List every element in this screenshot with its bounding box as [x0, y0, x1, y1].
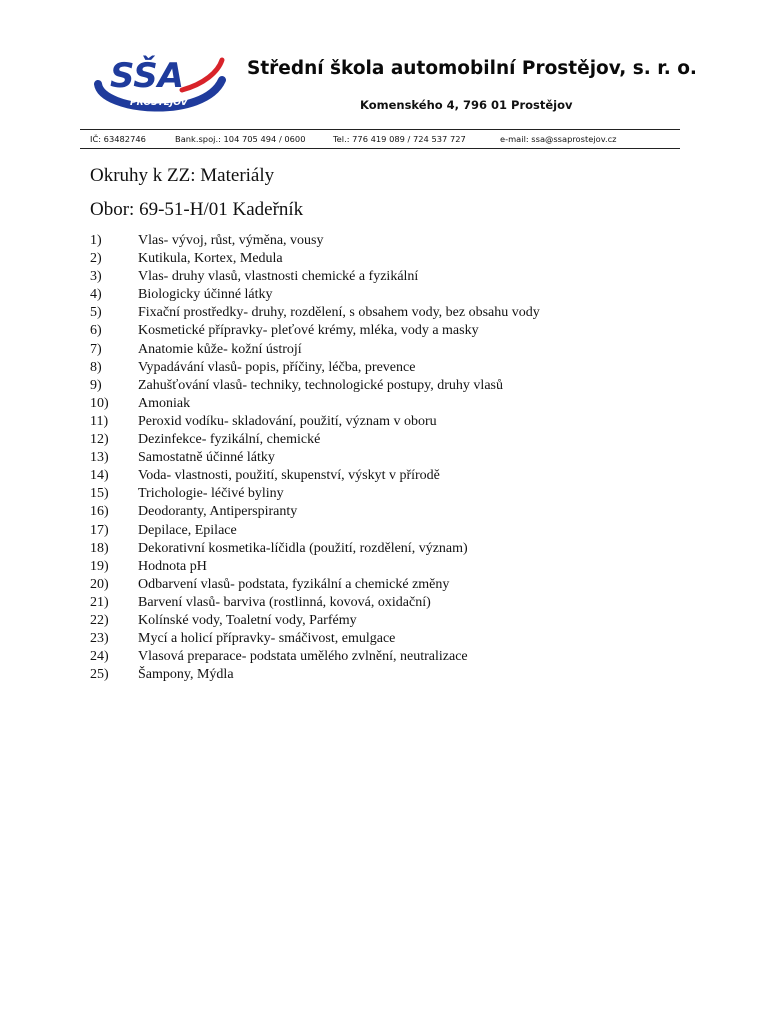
- topic-text: Mycí a holicí přípravky- smáčivost, emulgace: [138, 631, 396, 647]
- topic-text: Deodoranty, Antiperspiranty: [138, 504, 298, 520]
- school-logo: [94, 50, 226, 116]
- topic-number: 18): [90, 540, 109, 556]
- topic-text: Samostatně účinné látky: [138, 450, 275, 466]
- topic-text: Vlas- vývoj, růst, výměna, vousy: [138, 233, 324, 248]
- field-of-study: Obor: 69-51-H/01 Kadeřník: [90, 199, 304, 220]
- topic-text: Hodnota pH: [138, 558, 207, 574]
- topic-text: Kutikula, Kortex, Medula: [138, 251, 283, 267]
- topic-number: 6): [90, 323, 102, 339]
- topic-text: Vypadávání vlasů- popis, příčiny, léčba, prevence: [138, 359, 416, 375]
- topic-number: 4): [90, 287, 102, 303]
- topic-text: Biologicky účinné látky: [138, 287, 273, 303]
- topic-text: Anatomie kůže- kožní ústrojí: [138, 341, 302, 357]
- topic-number: 5): [90, 305, 102, 321]
- contact-ic: IČ: 63482746: [90, 134, 146, 144]
- topic-number: 10): [90, 395, 109, 411]
- topic-number: 24): [90, 649, 109, 665]
- topic-number: 9): [90, 377, 102, 393]
- topic-text: Dezinfekce- fyzikální, chemické: [138, 432, 321, 448]
- topic-text: Depilace, Epilace: [138, 522, 237, 538]
- topic-text: Vlasová preparace- podstata umělého zvlnění, neutralizace: [138, 649, 468, 665]
- topic-text: Amoniak: [138, 395, 191, 411]
- school-address: Komenského 4, 796 01 Prostějov: [360, 98, 573, 112]
- topic-number: 15): [90, 486, 109, 502]
- topic-text: Peroxid vodíku- skladování, použití, význam v oboru: [138, 413, 437, 429]
- header-top-divider: [80, 129, 680, 130]
- topic-number: 3): [90, 269, 102, 285]
- topic-number: 23): [90, 631, 109, 647]
- contact-bank: Bank.spoj.: 104 705 494 / 0600: [175, 134, 306, 144]
- topic-text: Zahušťování vlasů- techniky, technologické postupy, druhy vlasů: [138, 377, 503, 393]
- header-bottom-divider: [80, 148, 680, 149]
- topic-text: Kosmetické přípravky- pleťové krémy, mléka, vody a masky: [138, 323, 479, 339]
- topic-number: 20): [90, 576, 109, 592]
- topic-number: 22): [90, 612, 109, 628]
- topic-number: 16): [90, 504, 109, 520]
- topic-text: Fixační prostředky- druhy, rozdělení, s obsahem vody, bez obsahu vody: [138, 305, 540, 321]
- contact-email: e-mail: ssa@ssaprostejov.cz: [500, 134, 617, 144]
- topic-text: Trichologie- léčivé byliny: [138, 486, 284, 502]
- topic-text: Šampony, Mýdla: [138, 667, 234, 683]
- topic-number: 25): [90, 667, 109, 683]
- document-title: Okruhy k ZZ: Materiály: [90, 165, 275, 186]
- topic-number: 21): [90, 594, 109, 610]
- logo-sub-text: PROSTĚJOV: [130, 98, 188, 108]
- topic-text: Barvení vlasů- barviva (rostlinná, kovová, oxidační): [138, 594, 431, 610]
- topic-number: 14): [90, 468, 109, 484]
- topic-number: 13): [90, 450, 109, 466]
- topic-text: Odbarvení vlasů- podstata, fyzikální a chemické změny: [138, 576, 450, 592]
- topic-number: 7): [90, 341, 102, 357]
- logo-main-text: SŠA: [110, 56, 185, 96]
- topic-number: 19): [90, 558, 109, 574]
- topic-text: Voda- vlastnosti, použití, skupenství, výskyt v přírodě: [138, 468, 440, 484]
- topic-number: 17): [90, 522, 109, 538]
- topic-number: 1): [90, 233, 102, 248]
- contact-phone: Tel.: 776 419 089 / 724 537 727: [333, 134, 466, 144]
- school-name: Střední škola automobilní Prostějov, s. r. o.: [247, 58, 697, 79]
- topic-text: Vlas- druhy vlasů, vlastnosti chemické a fyzikální: [138, 269, 419, 285]
- topic-number: 11): [90, 413, 109, 429]
- topic-number: 12): [90, 432, 109, 448]
- topic-text: Dekorativní kosmetika-líčidla (použití, rozdělení, význam): [138, 540, 468, 556]
- topic-number: 2): [90, 251, 102, 267]
- topic-text: Kolínské vody, Toaletní vody, Parfémy: [138, 612, 357, 628]
- topic-number: 8): [90, 359, 102, 375]
